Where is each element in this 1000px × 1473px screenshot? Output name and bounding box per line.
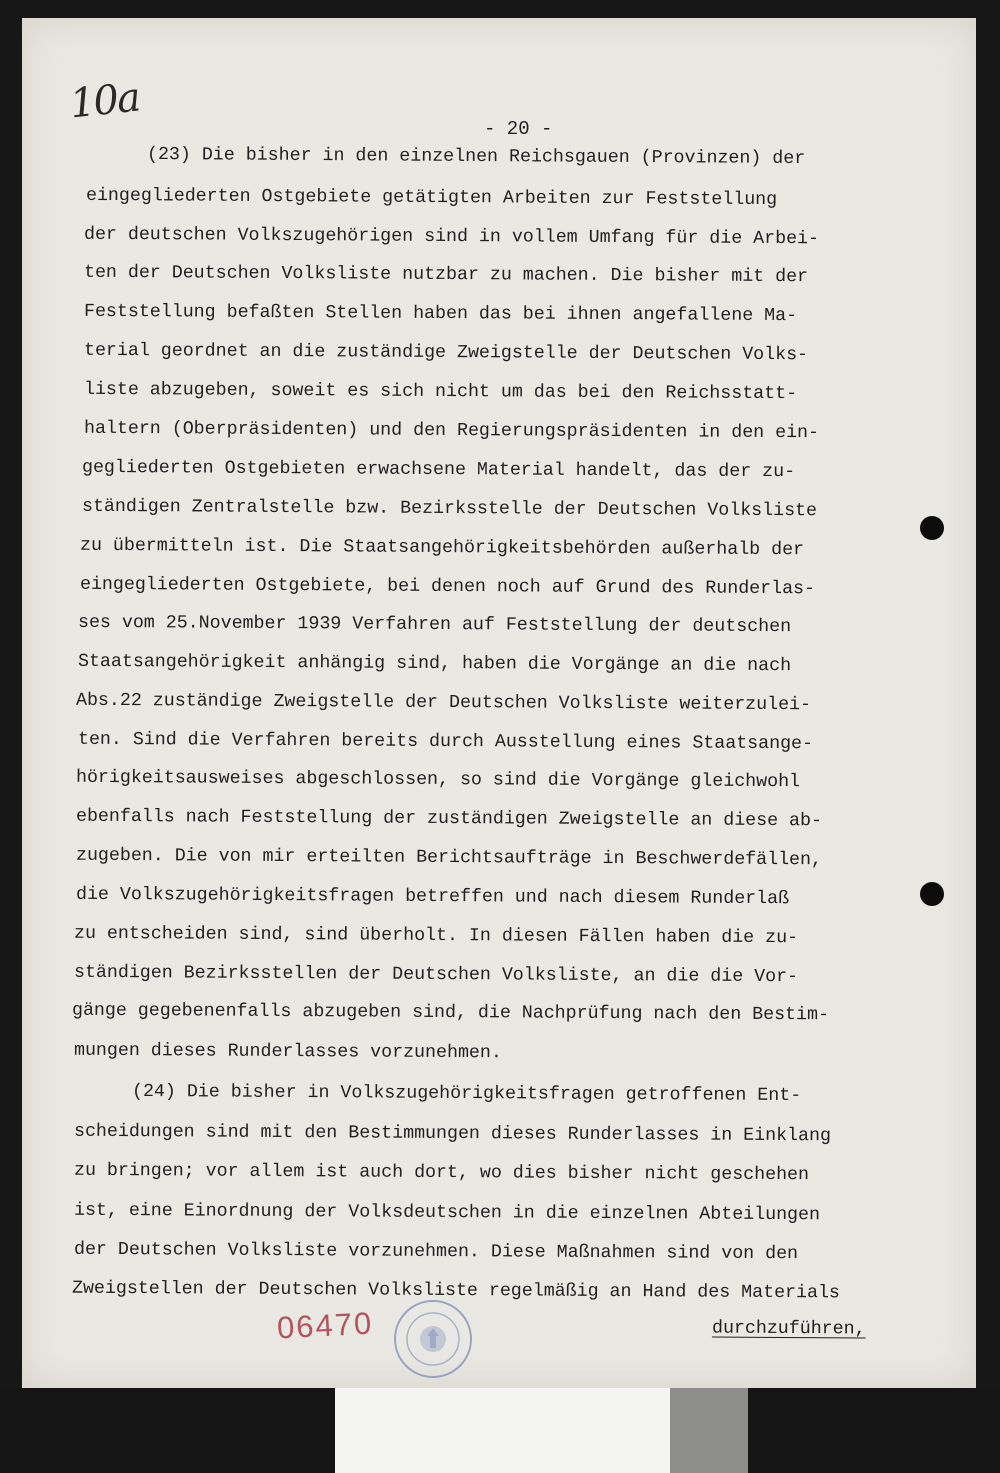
- text-line: eingegliederten Ostgebiete getätigten Arbeiten zur Feststellung: [85, 185, 778, 211]
- text-line: die Volkszugehörigkeitsfragen betreffen und nach diesem Runderlaß: [75, 884, 790, 910]
- punch-hole: [920, 882, 944, 906]
- text-line: ses vom 25.November 1939 Verfahren auf Feststellung der deutschen: [77, 612, 792, 638]
- text-line: ten der Deutschen Volksliste nutzbar zu machen. Die bisher mit der: [83, 262, 809, 288]
- color-reference-white: [335, 1388, 670, 1473]
- text-line: ständigen Bezirksstellen der Deutschen Volksliste, an die die Vor-: [73, 962, 799, 988]
- text-line: zu bringen; vor allem ist auch dort, wo dies bisher nicht geschehen: [73, 1160, 810, 1186]
- text-line: haltern (Oberpräsidenten) und den Regierungspräsidenten in den ein-: [83, 418, 820, 444]
- punch-hole: [920, 516, 944, 540]
- text-line: Staatsangehörigkeit anhängig sind, haben die Vorgänge an die nach: [77, 651, 792, 677]
- text-line: ten. Sind die Verfahren bereits durch Ausstellung eines Staatsange-: [77, 729, 814, 755]
- text-line: der deutschen Volkszugehörigen sind in vollem Umfang für die Arbei-: [83, 224, 820, 250]
- text-line: terial geordnet an die zuständige Zweigstelle der Deutschen Volks-: [83, 340, 809, 366]
- color-reference-grey: [670, 1388, 748, 1473]
- text-line: hörigkeitsausweises abgeschlossen, so sind die Vorgänge gleichwohl: [75, 767, 801, 793]
- page-number: - 20 -: [484, 118, 553, 140]
- text-line: ebenfalls nach Feststellung der zuständigen Zweigstelle an diese ab-: [75, 806, 823, 832]
- text-line: zu entscheiden sind, sind überholt. In diesen Fällen haben die zu-: [73, 923, 799, 949]
- text-line: gänge gegebenenfalls abzugeben sind, die Nachprüfung nach den Bestim-: [71, 1000, 830, 1026]
- handwritten-folio-note: 10a: [67, 74, 141, 128]
- text-line: scheidungen sind mit den Bestimmungen dieses Runderlasses in Einklang: [73, 1121, 832, 1147]
- archive-seal-stamp: [392, 1298, 474, 1380]
- text-line: ständigen Zentralstelle bzw. Bezirksstelle der Deutschen Volksliste: [81, 496, 818, 522]
- text-line: ist, eine Einordnung der Volksdeutschen in die einzelnen Abteilungen: [73, 1200, 821, 1226]
- text-line: Zweigstellen der Deutschen Volksliste regelmäßig an Hand des Materials: [71, 1278, 840, 1304]
- text-line: eingegliederten Ostgebiete, bei denen noch auf Grund des Runderlas-: [79, 574, 816, 600]
- archive-number-stamp: 06470: [276, 1305, 375, 1346]
- text-line: gegliederten Ostgebieten erwachsene Material handelt, das der zu-: [81, 457, 796, 483]
- document-page: [22, 18, 976, 1388]
- text-line: Abs.22 zuständige Zweigstelle der Deutschen Volksliste weiterzulei-: [75, 690, 812, 716]
- text-line: zu übermitteln ist. Die Staatsangehörigkeitsbehörden außerhalb der: [79, 535, 805, 561]
- text-line: mungen dieses Runderlasses vorzunehmen.: [73, 1040, 502, 1064]
- text-line: Feststellung befaßten Stellen haben das bei ihnen angefallene Ma-: [83, 301, 798, 327]
- text-line: der Deutschen Volksliste vorzunehmen. Diese Maßnahmen sind von den: [73, 1239, 799, 1265]
- text-line-underlined: durchzuführen,: [711, 1318, 866, 1340]
- text-line: zugeben. Die von mir erteilten Berichtsaufträge in Beschwerdefällen,: [75, 845, 823, 871]
- text-line: (23) Die bisher in den einzelnen Reichsgauen (Provinzen) der: [146, 144, 806, 170]
- text-line: liste abzugeben, soweit es sich nicht um das bei den Reichsstatt-: [83, 379, 798, 405]
- text-line: (24) Die bisher in Volkszugehörigkeitsfragen getroffenen Ent-: [131, 1081, 802, 1107]
